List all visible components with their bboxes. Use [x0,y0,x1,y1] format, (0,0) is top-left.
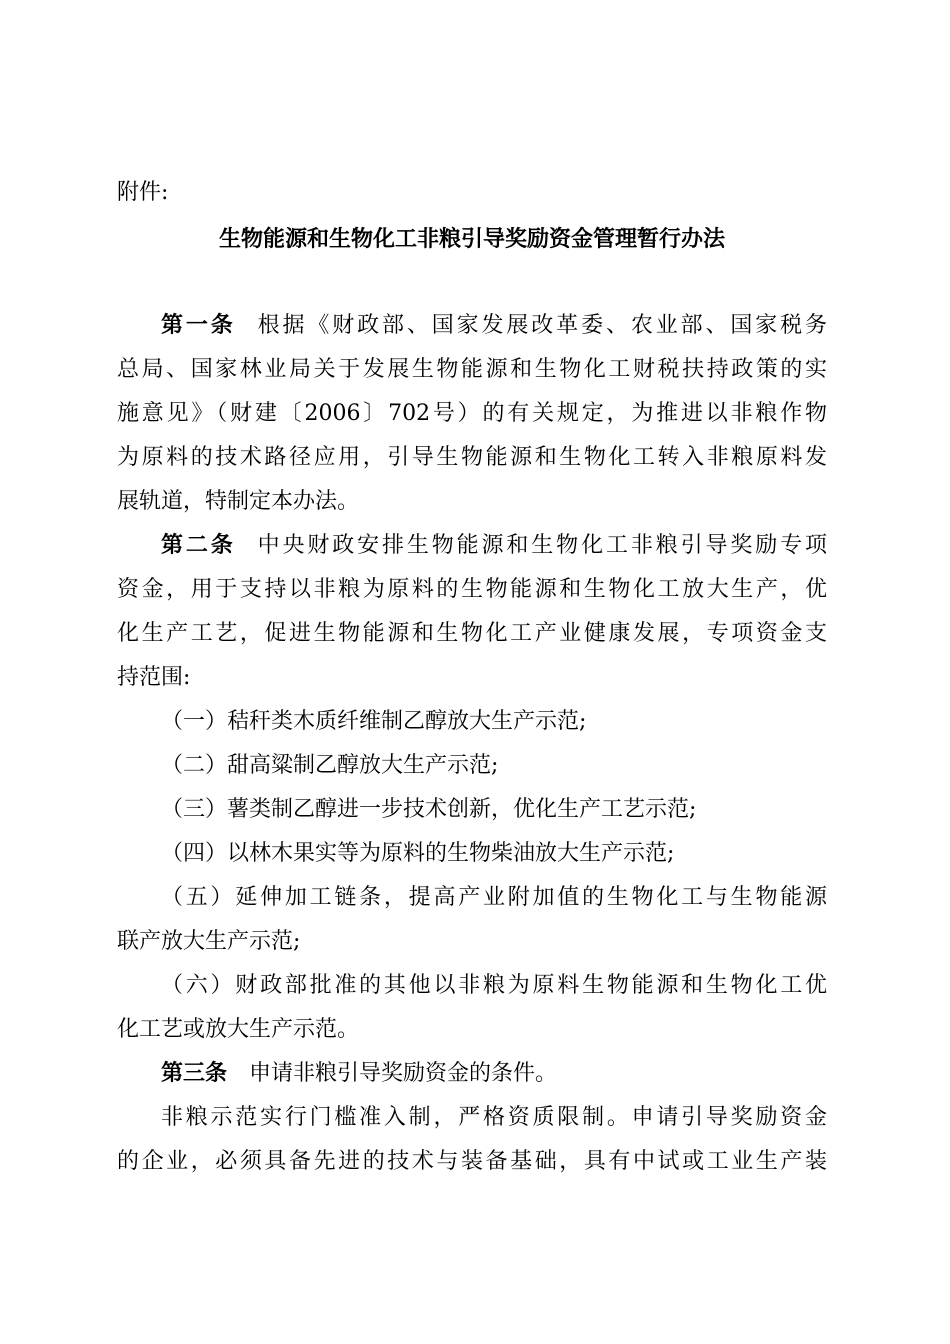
list-item-5-line-1: （五）延伸加工链条，提高产业附加值的生物化工与生物能源 [161,885,827,910]
list-item-6-line-1: （六）财政部批准的其他以非粮为原料生物能源和生物化工优 [161,973,827,998]
article-1-text-1: 根据《财政部、国家发展改革委、农业部、国家税务 [257,313,827,338]
attachment-label: 附件: [117,180,169,205]
article-1-line-4: 为原料的技术路径应用，引导生物能源和生物化工转入非粮原料发 [117,445,827,470]
list-item-2: （二）甜高粱制乙醇放大生产示范; [161,753,499,778]
article-3-heading: 第三条 [161,1061,228,1086]
article-2-line-1 [117,524,827,568]
document-body [117,304,827,1184]
article-3-text-1: 申请非粮引导奖励资金的条件。 [249,1061,558,1086]
article-2-line-4: 持范围: [117,665,191,690]
article-2-heading: 第二条 [161,533,236,558]
article-3-paragraph-line-2: 的企业，必须具备先进的技术与装备基础，具有中试或工业生产装 [117,1149,827,1174]
list-item-4: （四）以林木果实等为原料的生物柴油放大生产示范; [161,841,675,866]
list-item-3: （三）薯类制乙醇进一步技术创新，优化生产工艺示范; [161,797,697,822]
article-3-paragraph-line-1: 非粮示范实行门槛准入制，严格资质限制。申请引导奖励资金 [161,1105,827,1130]
article-1-line-5: 展轨道，特制定本办法。 [117,489,360,514]
article-2-text-1: 中央财政安排生物能源和生物化工非粮引导奖励专项 [257,533,827,558]
article-1-heading: 第一条 [161,313,236,338]
article-1-line-1 [117,304,827,348]
article-2-line-3: 化生产工艺，促进生物能源和生物化工产业健康发展，专项资金支 [117,621,827,646]
article-2-line-2: 资金，用于支持以非粮为原料的生物能源和生物化工放大生产，优 [117,577,827,602]
list-item-1: （一）秸秆类木质纤维制乙醇放大生产示范; [161,709,587,734]
list-item-6-line-2: 化工艺或放大生产示范。 [117,1017,360,1042]
list-item-5-line-2: 联产放大生产示范; [117,929,301,954]
article-3-line-1 [117,1052,827,1096]
article-1-line-2: 总局、国家林业局关于发展生物能源和生物化工财税扶持政策的实 [117,357,827,382]
article-1-line-3: 施意见》（财建〔2006〕702号）的有关规定，为推进以非粮作物 [117,401,827,426]
document-title: 生物能源和生物化工非粮引导奖励资金管理暂行办法 [218,227,725,252]
